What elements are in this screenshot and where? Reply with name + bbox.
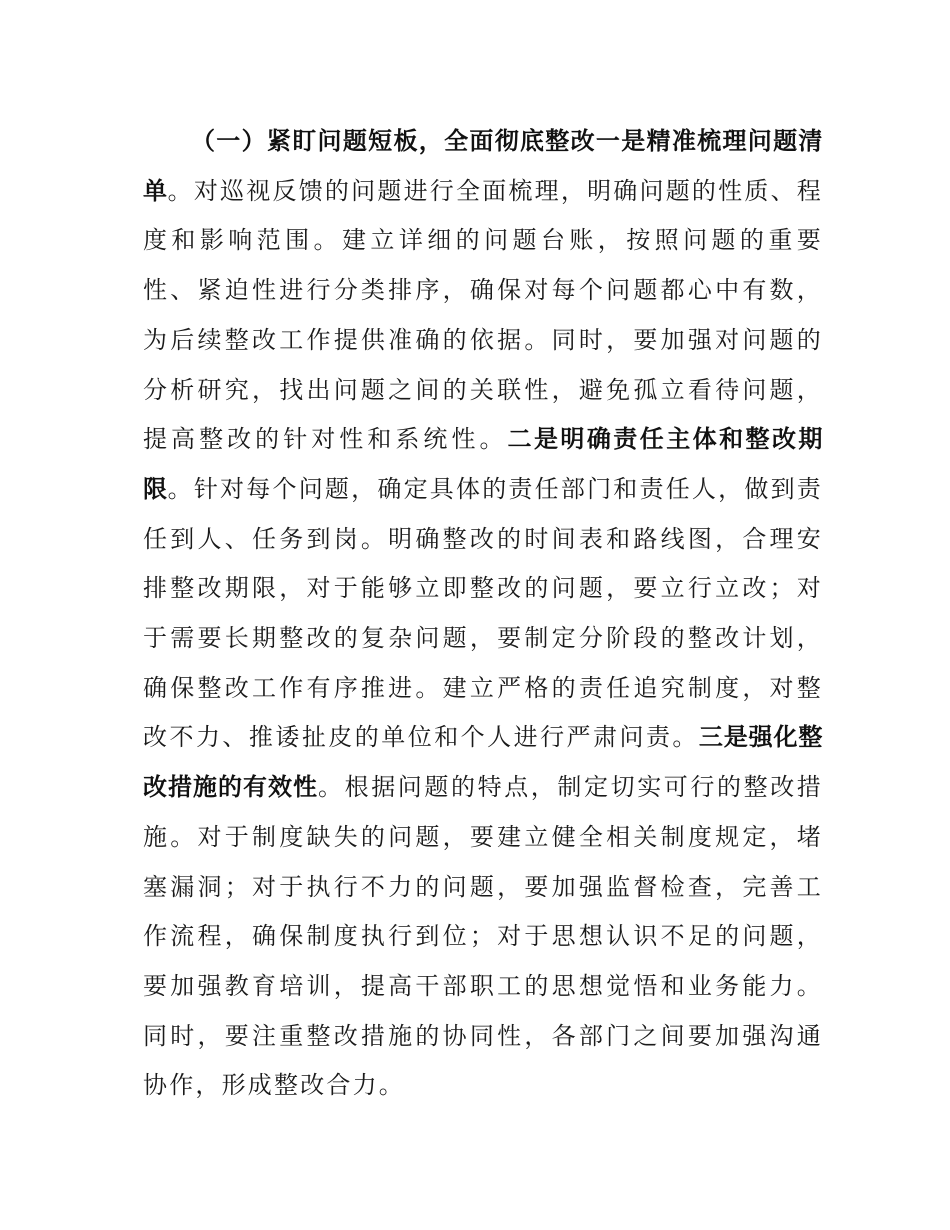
point-2-title: 二是明确责任主体和整改期限 [143, 425, 823, 503]
section-heading: （一）紧盯问题短板，全面彻底整改 [191, 127, 596, 155]
point-3-body: 。根据问题的特点，制定切实可行的整改措施。对于制度缺失的问题，要建立健全相关制度规定，堵塞漏洞；对于执行不力的问题，要加强监督检查，完善工作流程，确保制度执行到位；对于思想认识不足的问题，要加强教育培训，提高干部职工的思想觉悟和业务能力。同时，要注重整改措施的协同性，各部门之间要加强沟通协作，形成整改合力。 [143, 773, 823, 1100]
point-1-body: 。对巡视反馈的问题进行全面梳理，明确问题的性质、程度和影响范围。建立详细的问题台账，按照问题的重要性、紧迫性进行分类排序，确保对每个问题都心中有数，为后续整改工作提供准确的依据。同时，要加强对问题的分析研究，找出问题之间的关联性，避免孤立看待问题，提高整改的针对性和系统性。 [143, 176, 823, 454]
point-3-title: 三是强化整改措施的有效性 [143, 723, 824, 802]
body-paragraph [143, 117, 823, 1111]
point-1-title: 一是精准梳理问题清单 [143, 127, 823, 205]
point-2-body: 。针对每个问题，确定具体的责任部门和责任人，做到责任到人、任务到岗。明确整改的时间表和路线图，合理安排整改期限，对于能够立即整改的问题，要立行立改；对于需要长期整改的复杂问题，要制定分阶段的整改计划，确保整改工作有序推进。建立严格的责任追究制度，对整改不力、推诿扯皮的单位和个人进行严肃问责。 [143, 474, 823, 752]
